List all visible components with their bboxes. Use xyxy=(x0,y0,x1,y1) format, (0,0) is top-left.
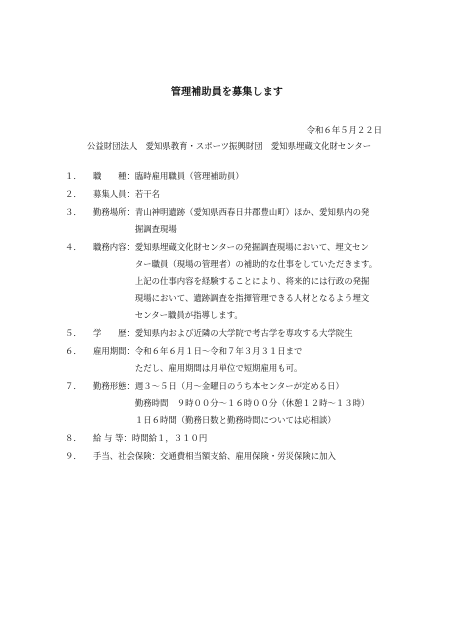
item-value: 愛知県内および近隣の大学院で考古学を専攻する大学院生 xyxy=(134,328,353,338)
list-item-employment-period xyxy=(65,343,395,377)
item-value-line: ター職員（現場の管理者）の補助的な仕事をしていただきます。 xyxy=(134,259,378,269)
item-label: 手当、社会保険： xyxy=(93,451,160,461)
item-number: １． xyxy=(65,171,82,181)
item-number: ７． xyxy=(65,381,82,391)
item-value-line: 上記の仕事内容を経験することにより、将来的には行政の発掘 xyxy=(134,276,370,286)
item-number: ４． xyxy=(65,242,82,252)
list-item-salary xyxy=(65,430,395,447)
item-number: ３． xyxy=(65,207,82,217)
item-value: 交通費相当額支給、雇用保険・労災保険に加入 xyxy=(160,451,336,461)
item-value-line: 勤務時間 ９時００分～１６時００分（休憩１２時～１３時） xyxy=(134,398,370,408)
item-value-line: 現場において、遺跡調査を指揮管理できる人材となるよう埋文 xyxy=(134,293,370,303)
item-value: 臨時雇用職員（管理補助員） xyxy=(134,171,244,181)
item-value-line: 令和６年６月１日～令和７年３月３１日まで xyxy=(134,346,303,356)
item-label: 勤務場所： xyxy=(93,207,135,217)
item-value-block xyxy=(135,343,395,377)
issue-date: 令和６年５月２２日 xyxy=(306,125,382,135)
item-number: ５． xyxy=(65,328,82,338)
item-value-block xyxy=(135,378,395,429)
list-item-benefits xyxy=(65,448,395,465)
item-number: ２． xyxy=(65,189,82,199)
item-label: 学 歴： xyxy=(93,328,135,338)
list-item-duties xyxy=(65,239,395,324)
item-label: 募集人員： xyxy=(93,189,135,199)
list-item-job-type xyxy=(65,168,395,185)
list-item-work-schedule xyxy=(65,378,395,429)
item-label: 職務内容： xyxy=(93,242,135,252)
item-number: ９． xyxy=(65,451,82,461)
item-number: ８． xyxy=(65,433,82,443)
organization-name: 公益財団法人 愛知県教育・スポーツ振興財団 愛知県埋蔵文化財センター xyxy=(87,141,372,151)
item-value-line: 青山神明遺跡（愛知県西春日井郡豊山町）ほか、愛知県内の発 xyxy=(134,207,370,217)
item-value: 時間給１，３１０円 xyxy=(131,433,208,443)
item-number: ６． xyxy=(65,346,82,356)
item-value-block xyxy=(135,204,395,238)
item-value-block xyxy=(135,239,395,324)
item-label: 勤務形態： xyxy=(93,381,135,391)
item-value-line: センター職員が指導します。 xyxy=(134,310,243,320)
item-value-line: ただし、雇用期間は月単位で短期雇用も可。 xyxy=(134,363,303,373)
item-label: 給 与 等： xyxy=(93,433,132,443)
item-value-line: 掘調査現場 xyxy=(134,224,177,234)
list-item-education xyxy=(65,325,395,342)
item-value: 若干名 xyxy=(134,189,160,199)
page-title: 管理補助員を募集します xyxy=(170,87,284,98)
item-label: 職 種： xyxy=(93,171,135,181)
item-label: 雇用期間： xyxy=(93,346,135,356)
list-item-work-location xyxy=(65,204,395,238)
item-value-line: 愛知県埋蔵文化財センターの発掘調査現場において、埋文セン xyxy=(134,242,369,252)
recruitment-items-list xyxy=(65,168,395,466)
list-item-openings xyxy=(65,186,395,203)
item-value-line: １日６時間（勤務日数と勤務時間については応相談） xyxy=(134,415,336,425)
item-value-line: 週３～５日（月～金曜日のうち本センターが定める日） xyxy=(134,381,344,391)
